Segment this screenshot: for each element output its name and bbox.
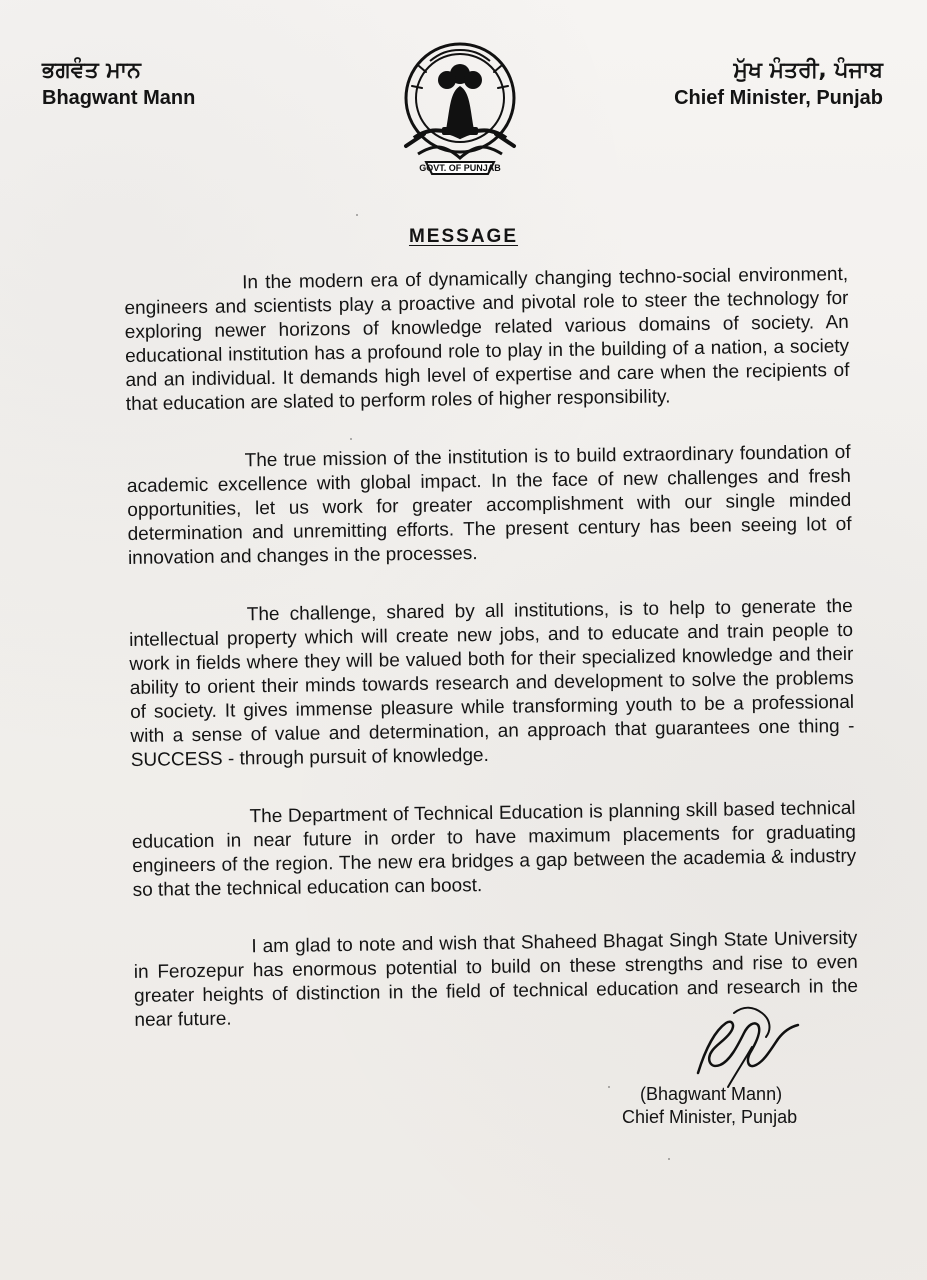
message-body (124, 263, 859, 1067)
svg-text:GOVT. OF PUNJAB: GOVT. OF PUNJAB (419, 163, 501, 173)
message-title-text: MESSAGE (408, 226, 519, 247)
paper-speck (356, 214, 358, 216)
punjabi-name: ਭਗਵੰਤ ਮਾਨ (42, 58, 141, 83)
handwritten-signature-icon (682, 1003, 802, 1095)
paper-speck (350, 438, 352, 440)
message-paragraph-3: The challenge, shared by all institutions, is to help to generate the intellectual property which will create new jobs, and to educate and train people to work in fields where they will be valued both for their specialized knowledge and their ability to orient their minds towards research and development to solve the problems of society. It gives immense pleasure while transforming youth to be a professional with a sense of value and determination, an approach that guarantees one thing - SUCCESS - through pursuit of knowledge. (128, 595, 855, 771)
state-emblem-icon (392, 26, 528, 194)
signature-block (602, 1003, 842, 1143)
message-paragraph-5: I am glad to note and wish that Shaheed Bhagat Singh State University in Ferozepur has enormous potential to build on these strengths and rise to even greater heights of distinction in the field of technical education and research in the near future. (133, 927, 859, 1031)
english-title: Chief Minister, Punjab (674, 87, 883, 109)
message-title (0, 225, 927, 249)
signatory-title: Chief Minister, Punjab (622, 1107, 798, 1127)
paper-speck (608, 1086, 610, 1088)
english-name: Bhagwant Mann (42, 87, 196, 109)
header-right (613, 58, 883, 110)
message-paragraph-1: In the modern era of dynamically changing techno-social environment, engineers and scientists play a proactive and pivotal role to steer the technology for exploring newer horizons of knowledge related various domains of society. An educational institution has a profound role to play in the building of a nation, a society and an individual. It demands high level of expertise and care when the recipients of that education are slated to perform roles of higher responsibility. (124, 263, 850, 415)
message-paragraph-4: The Department of Technical Education is planning skill based technical education in near future in order to have maximum placements for graduating engineers of the region. The new era bridges a gap between the academia & industry so that the technical education can boost. (131, 797, 857, 901)
punjabi-title: ਮੁੱਖ ਮੰਤਰੀ, ਪੰਜਾਬ (733, 58, 883, 83)
signatory-name: (Bhagwant Mann) (640, 1084, 783, 1104)
paper-speck (668, 1158, 670, 1160)
message-paragraph-2: The true mission of the institution is to build extraordinary foundation of academic excellence with global impact. In the face of new challenges and fresh opportunities, let us work for greater accomplishment with our single minded determination and unremitting efforts. The present century has been seeing lot of innovation and changes in the processes. (126, 441, 852, 569)
header-left (42, 58, 262, 110)
